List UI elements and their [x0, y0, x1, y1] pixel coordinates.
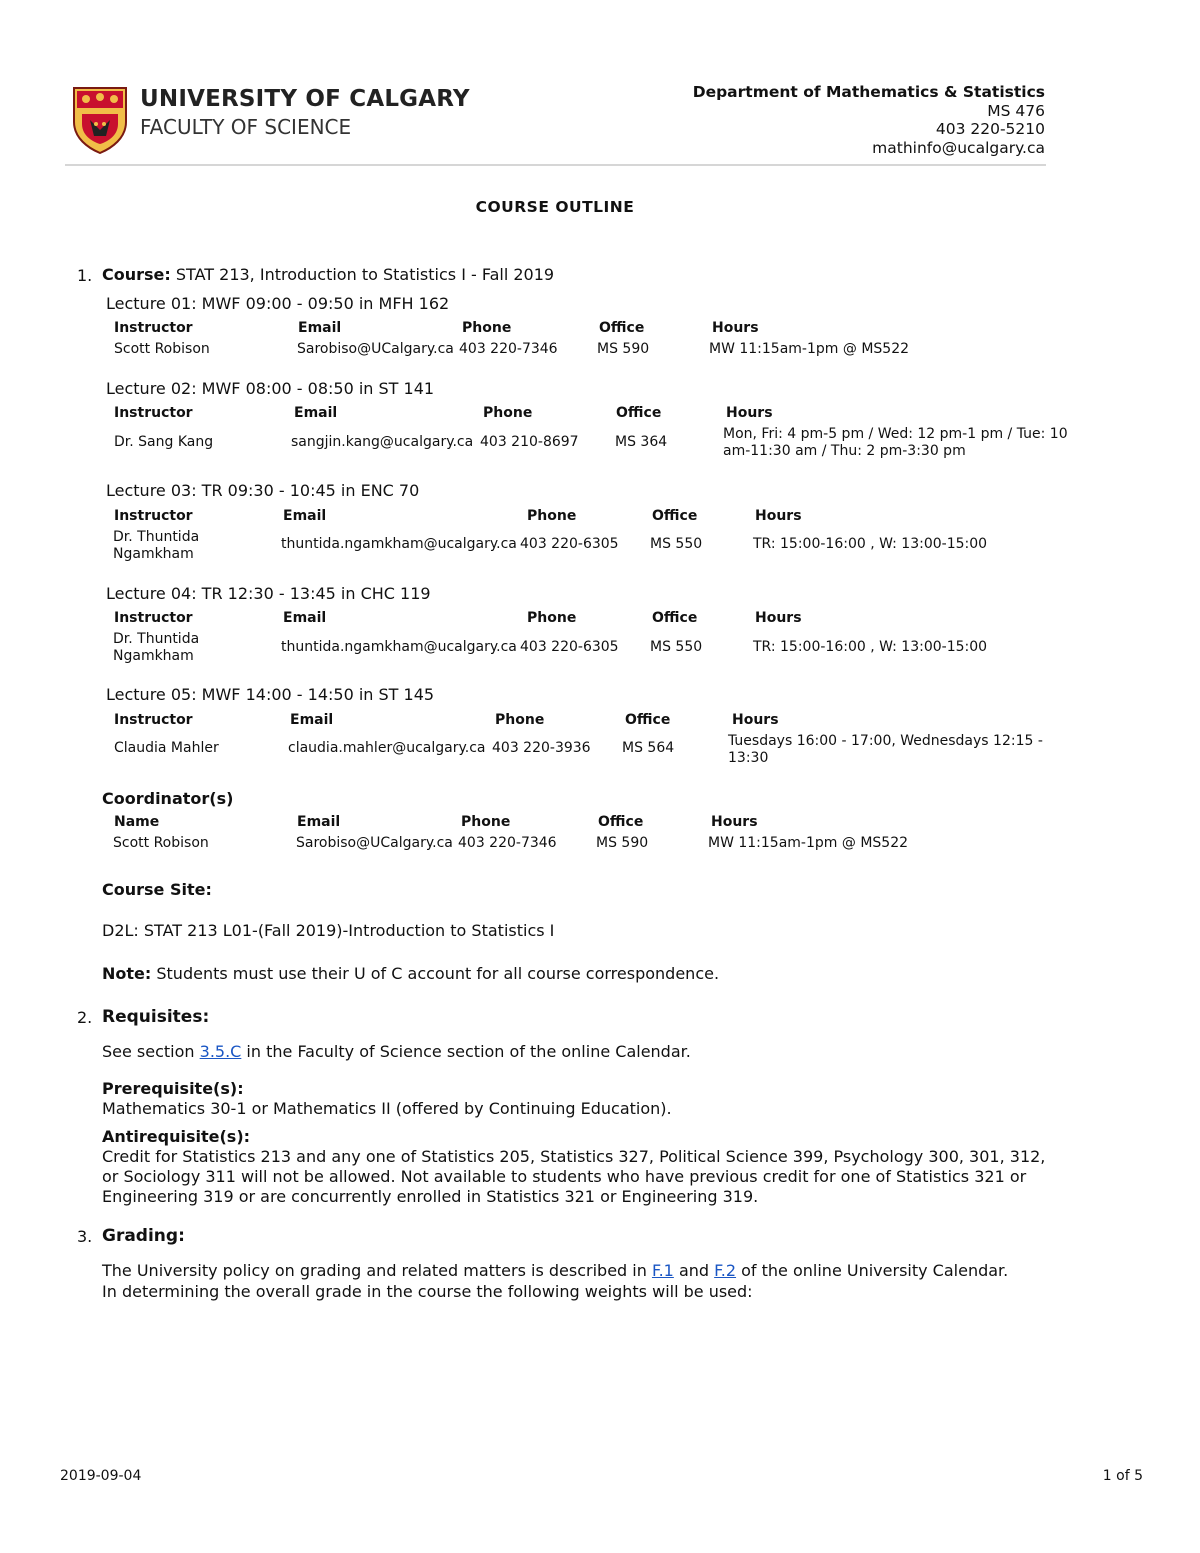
- lecture-03-header-phone: Phone: [527, 508, 577, 524]
- antirequisite-text: Credit for Statistics 213 and any one of Statistics 205, Statistics 327, Political Science 399, Psychology 300, 301, 312, or Sociology 311 will not be allowed. Not available to students who have previous credit for one of Statistics 321 or Engineering 319 or are concurrently enrolled in Statistics 321 or Engineering 319.: [102, 1147, 1046, 1206]
- lecture-04-instructor: Dr. Thuntida Ngamkham: [113, 631, 200, 664]
- section-3-5-c-link[interactable]: 3.5.C: [199, 1042, 242, 1061]
- lecture-04-hours: TR: 15:00-16:00 , W: 13:00-15:00: [753, 639, 988, 655]
- coordinator-name: Scott Robison: [113, 835, 209, 851]
- lecture-04-office: MS 550: [650, 639, 703, 655]
- lecture-01-header-email: Email: [298, 320, 342, 336]
- faculty-name: FACULTY OF SCIENCE: [140, 115, 352, 139]
- f1-link[interactable]: F.1: [651, 1261, 674, 1280]
- course-heading: [102, 265, 554, 284]
- lecture-04-title: Lecture 04: TR 12:30 - 13:45 in CHC 119: [106, 584, 431, 603]
- course-site-value: D2L: STAT 213 L01-(Fall 2019)-Introduction to Statistics I: [102, 921, 555, 940]
- lecture-02-phone: 403 210-8697: [480, 434, 579, 450]
- lecture-02-title: Lecture 02: MWF 08:00 - 08:50 in ST 141: [106, 379, 435, 398]
- department-contact: [693, 83, 1045, 157]
- lecture-02-header-instructor: Instructor: [114, 405, 193, 421]
- grading-text-pre: The University policy on grading and related matters is described in: [102, 1261, 652, 1280]
- requisites-see-post: in the Faculty of Science section of the online Calendar.: [241, 1042, 691, 1061]
- coordinator-email: Sarobiso@UCalgary.ca: [296, 835, 453, 851]
- prerequisite-text: Mathematics 30-1 or Mathematics II (offered by Continuing Education).: [102, 1099, 672, 1118]
- section-number-3: 3.: [77, 1227, 93, 1246]
- lecture-05-header-instructor: Instructor: [114, 712, 193, 728]
- grading-text-post: of the online University Calendar.: [736, 1261, 1009, 1280]
- university-crest-logo: [72, 84, 128, 154]
- grading-weights-line: In determining the overall grade in the course the following weights will be used:: [102, 1282, 753, 1301]
- lecture-04-header-office: Office: [652, 610, 698, 626]
- lecture-04-header-hours: Hours: [755, 610, 802, 626]
- requisites-see-pre: See section: [102, 1042, 200, 1061]
- lecture-05-hours: Tuesdays 16:00 - 17:00, Wednesdays 12:15 - 13:30: [728, 733, 1043, 766]
- lecture-04-phone: 403 220-6305: [520, 639, 619, 655]
- lecture-03-phone: 403 220-6305: [520, 536, 619, 552]
- coordinator-heading: Coordinator(s): [102, 789, 234, 808]
- lecture-03-instructor: Dr. Thuntida Ngamkham: [113, 529, 200, 562]
- lecture-01-hours: MW 11:15am-1pm @ MS522: [709, 341, 910, 357]
- department-email: mathinfo@ucalgary.ca: [872, 138, 1045, 157]
- coordinator-header-office: Office: [598, 814, 644, 830]
- course-value: STAT 213, Introduction to Statistics I - Fall 2019: [170, 265, 555, 284]
- lecture-02-email: sangjin.kang@ucalgary.ca: [291, 434, 474, 450]
- section-number-1: 1.: [77, 266, 93, 285]
- lecture-05-phone: 403 220-3936: [492, 740, 591, 756]
- lecture-03-header-hours: Hours: [755, 508, 802, 524]
- lecture-01-office: MS 590: [597, 341, 650, 357]
- lecture-03-header-email: Email: [283, 508, 327, 524]
- lecture-02-header-email: Email: [294, 405, 338, 421]
- lecture-01-header-phone: Phone: [462, 320, 512, 336]
- page-title: COURSE OUTLINE: [475, 198, 635, 216]
- coordinator-office: MS 590: [596, 835, 649, 851]
- lecture-04-header-phone: Phone: [527, 610, 577, 626]
- lecture-01-header-hours: Hours: [712, 320, 759, 336]
- lecture-05-header-email: Email: [290, 712, 334, 728]
- department-room: MS 476: [987, 101, 1045, 120]
- lecture-03-title: Lecture 03: TR 09:30 - 10:45 in ENC 70: [106, 481, 420, 500]
- lecture-02-hours: Mon, Fri: 4 pm-5 pm / Wed: 12 pm-1 pm / Tue: 10 am-11:30 am / Thu: 2 pm-3:30 pm: [723, 426, 1068, 459]
- department-phone: 403 220-5210: [935, 120, 1045, 138]
- lecture-01-header-office: Office: [599, 320, 645, 336]
- lecture-03-header-office: Office: [652, 508, 698, 524]
- lecture-01-phone: 403 220-7346: [459, 341, 558, 357]
- lecture-05-header-phone: Phone: [495, 712, 545, 728]
- coordinator-header-hours: Hours: [711, 814, 758, 830]
- note-paragraph: [102, 964, 719, 983]
- course-site-label: Course Site:: [102, 880, 212, 899]
- university-name: UNIVERSITY OF CALGARY: [140, 86, 470, 112]
- f2-link[interactable]: F.2: [714, 1261, 737, 1280]
- lecture-05-email: claudia.mahler@ucalgary.ca: [288, 740, 486, 756]
- note-label: Note:: [102, 964, 152, 983]
- lecture-01-title: Lecture 01: MWF 09:00 - 09:50 in MFH 162: [106, 294, 450, 313]
- coordinator-header-phone: Phone: [461, 814, 511, 830]
- lecture-05-header-office: Office: [625, 712, 671, 728]
- lecture-02-office: MS 364: [615, 434, 668, 450]
- lecture-02-header-hours: Hours: [726, 405, 773, 421]
- lecture-04-header-email: Email: [283, 610, 327, 626]
- lecture-03-hours: TR: 15:00-16:00 , W: 13:00-15:00: [753, 536, 988, 552]
- coordinator-header-name: Name: [114, 814, 160, 830]
- header-divider: [65, 164, 1046, 166]
- lecture-05-instructor: Claudia Mahler: [114, 740, 219, 756]
- lecture-04-email: thuntida.ngamkham@ucalgary.ca: [281, 639, 517, 655]
- lecture-04-header-instructor: Instructor: [114, 610, 193, 626]
- lecture-01-email: Sarobiso@UCalgary.ca: [297, 341, 454, 357]
- coordinator-phone: 403 220-7346: [458, 835, 557, 851]
- grading-policy-line: [102, 1261, 1008, 1280]
- coordinator-header-email: Email: [297, 814, 341, 830]
- grading-text-mid: and: [673, 1261, 715, 1280]
- lecture-01-instructor: Scott Robison: [114, 341, 210, 357]
- lecture-05-title: Lecture 05: MWF 14:00 - 14:50 in ST 145: [106, 685, 435, 704]
- lecture-02-instructor: Dr. Sang Kang: [114, 434, 214, 450]
- prerequisite-label: Prerequisite(s):: [102, 1079, 244, 1098]
- note-text: Students must use their U of C account for all course correspondence.: [151, 964, 720, 983]
- lecture-03-office: MS 550: [650, 536, 703, 552]
- lecture-05-office: MS 564: [622, 740, 675, 756]
- section-number-2: 2.: [77, 1008, 93, 1027]
- lecture-02-header-office: Office: [616, 405, 662, 421]
- coordinator-hours: MW 11:15am-1pm @ MS522: [708, 835, 909, 851]
- footer-page-number: 1 of 5: [1102, 1468, 1143, 1484]
- grading-heading: Grading:: [102, 1226, 185, 1246]
- lecture-02-header-phone: Phone: [483, 405, 533, 421]
- requisites-heading: Requisites:: [102, 1007, 210, 1027]
- requisites-see-section: [102, 1042, 691, 1061]
- lecture-03-header-instructor: Instructor: [114, 508, 193, 524]
- lecture-05-header-hours: Hours: [732, 712, 779, 728]
- lecture-01-header-instructor: Instructor: [114, 320, 193, 336]
- course-label: Course:: [102, 265, 171, 284]
- lecture-03-email: thuntida.ngamkham@ucalgary.ca: [281, 536, 517, 552]
- antirequisite-label: Antirequisite(s):: [102, 1127, 251, 1146]
- footer-date: 2019-09-04: [60, 1468, 142, 1484]
- department-name: Department of Mathematics & Statistics: [692, 83, 1045, 101]
